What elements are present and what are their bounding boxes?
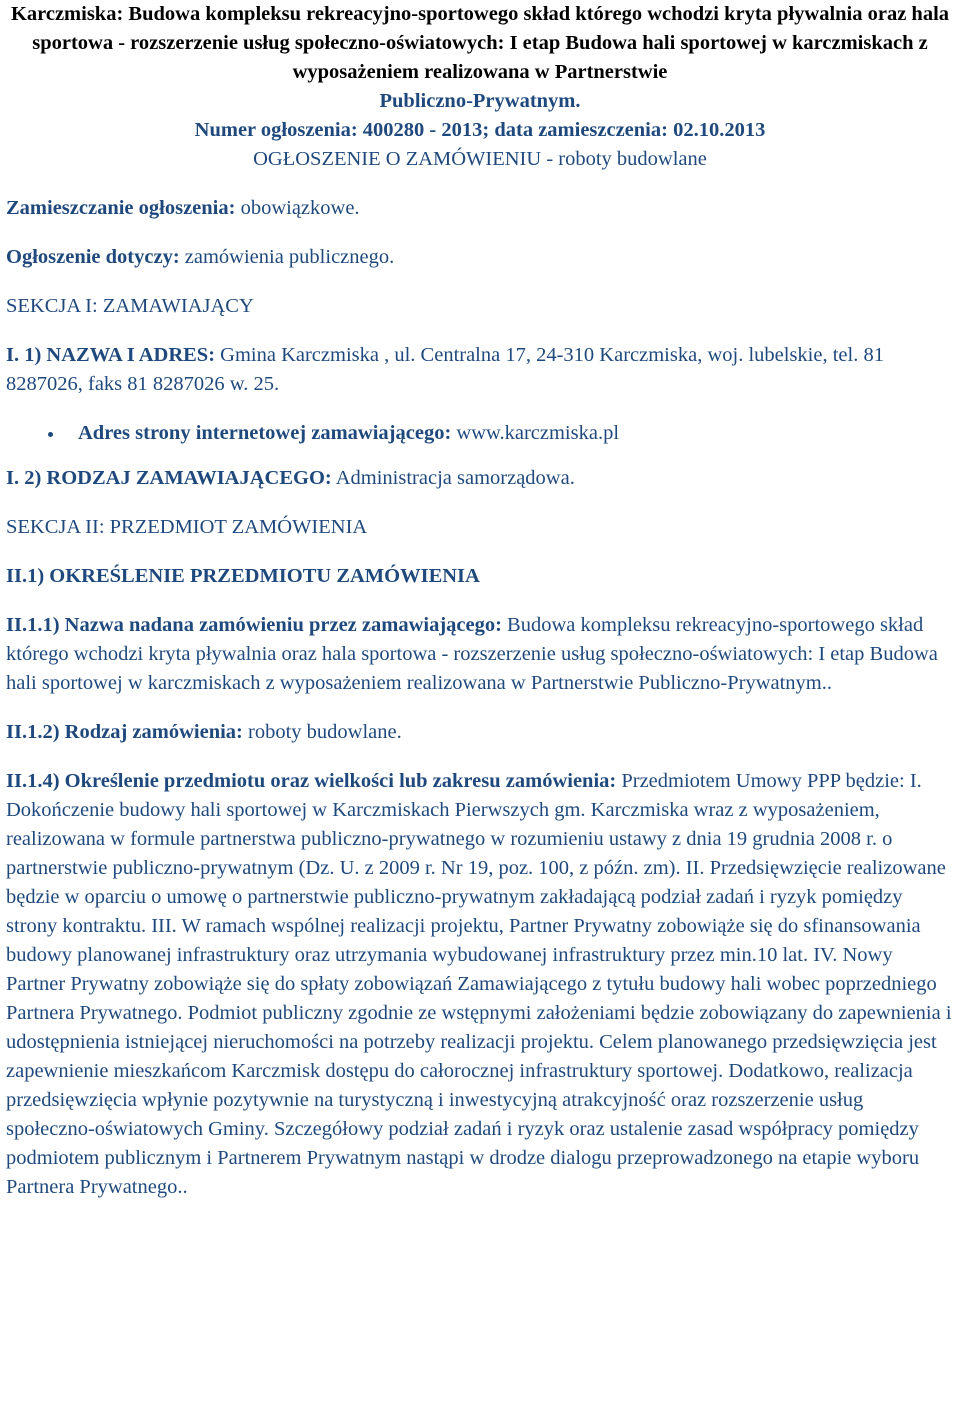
section-2-subheading: II.1) OKREŚLENIE PRZEDMIOTU ZAMÓWIENIA xyxy=(6,565,480,587)
order-scope-value: Przedmiotem Umowy PPP będzie: I. Dokończenie budowy hali sportowej w Karczmiskach Pierwszych gm. Karczmiska wraz z wyposażeniem, realizowana w formule partnerstwa publiczno-prywatnego w rozumieniu ustawy z dnia 19 grudnia 2008 r. o partnerstwie publiczno-prywatnym (Dz. U. z 2009 r. Nr 19, poz. 100, z późn. zm). II. Przedsięwzięcie realizowane będzie w oparciu o umowę o partnerstwie publiczno-prywatnym zakładającą podział zadań i ryzyk pomiędzy strony kontraktu. III. W ramach wspólnej realizacji projektu, Partner Prywatny zobowiąże się do sfinansowania budowy planowanej infrastruktury oraz utrzymania wybudowanej infrastruktury przez min.10 lat. IV. Nowy Partner Prywatny zobowiąże się do spłaty zobowiązań Zamawiającego z tytułu budowy hali wobec poprzedniego Partnera Prywatnego. Podmiot publiczny zgodnie ze wstępnymi założeniami będzie zobowiązany do zapewnienia i udostępnienia istniejącej nieruchomości na potrzeby realizacji projektu. Celem planowanego przedsięwzięcia jest zapewnienie mieszkańcom Karczmisk dostępu do całorocznej infrastruktury sportowej. Dodatkowo, realizacja przedsięwzięcia wpłynie pozytywnie na turystyczną i inwestycyjną atrakcyjność oraz rozszerzenie usług społeczno-oświatowych Gminy. Szczegółowy podział zadań i ryzyk oraz ustalenie zasad współpracy pomiędzy podmiotem publicznym i Partnerem Prywatnym nastąpi w drodze dialogu przeprowadzonego na etapie wyboru Partnera Prywatnego.. xyxy=(6,770,952,1198)
order-kind-value: roboty budowlane. xyxy=(248,721,402,743)
order-kind-line xyxy=(6,718,954,747)
website-bullet xyxy=(6,419,954,448)
concerns-line xyxy=(6,243,954,272)
concerns-value: zamówienia publicznego. xyxy=(184,246,395,268)
document-title: Karczmiska: Budowa kompleksu rekreacyjno-sportowego skład którego wchodzi kryta pływalnia oraz hala sportowa - rozszerzenie usług społeczno-oświatowych: I etap Budowa hali sportowej w karczmiskach z wyposażeniem realizowana w Partnerstwie xyxy=(10,3,950,83)
placement-value: obowiązkowe. xyxy=(240,197,360,219)
announcement-type: OGŁOSZENIE O ZAMÓWIENIU - roboty budowlane xyxy=(253,148,707,170)
order-name-paragraph xyxy=(6,611,954,698)
order-scope-label: II.1.4) Określenie przedmiotu oraz wielkości lub zakresu zamówienia: xyxy=(6,770,617,792)
order-kind-label: II.1.2) Rodzaj zamówienia: xyxy=(6,721,243,743)
name-address-label: I. 1) NAZWA I ADRES: xyxy=(6,344,216,366)
website-label: Adres strony internetowej zamawiającego: xyxy=(78,422,452,444)
order-name-label: II.1.1) Nazwa nadana zamówieniu przez zamawiającego: xyxy=(6,614,502,636)
section-1-heading: SEKCJA I: ZAMAWIAJĄCY xyxy=(6,295,254,317)
order-scope-paragraph xyxy=(6,767,954,1202)
placement-line xyxy=(6,194,954,223)
document-title-continued: Publiczno-Prywatnym. xyxy=(379,90,581,112)
name-address-value: Gmina Karczmiska , ul. Centralna 17, 24-310 Karczmiska, woj. lubelskie, tel. 81 8287026, faks 81 8287026 w. 25. xyxy=(6,344,884,395)
contracting-type-label: I. 2) RODZAJ ZAMAWIAJĄCEGO: xyxy=(6,467,332,489)
announcement-number: Numer ogłoszenia: 400280 - 2013; data zamieszczenia: 02.10.2013 xyxy=(194,119,766,141)
placement-label: Zamieszczanie ogłoszenia: xyxy=(6,197,236,219)
website-link[interactable]: www.karczmiska.pl xyxy=(456,422,620,444)
order-name-value: Budowa kompleksu rekreacyjno-sportowego skład którego wchodzi kryta pływalnia oraz hala sportowa - rozszerzenie usług społeczno-oświatowych: I etap Budowa hali sportowej w karczmiskach z wyposażeniem realizowana w Partnerstwie Publiczno-Prywatnym.. xyxy=(6,614,938,694)
name-address-paragraph xyxy=(6,341,954,399)
contracting-type-line xyxy=(6,464,954,493)
concerns-label: Ogłoszenie dotyczy: xyxy=(6,246,180,268)
section-2-heading: SEKCJA II: PRZEDMIOT ZAMÓWIENIA xyxy=(6,516,368,538)
contracting-type-value: Administracja samorządowa. xyxy=(335,467,575,489)
